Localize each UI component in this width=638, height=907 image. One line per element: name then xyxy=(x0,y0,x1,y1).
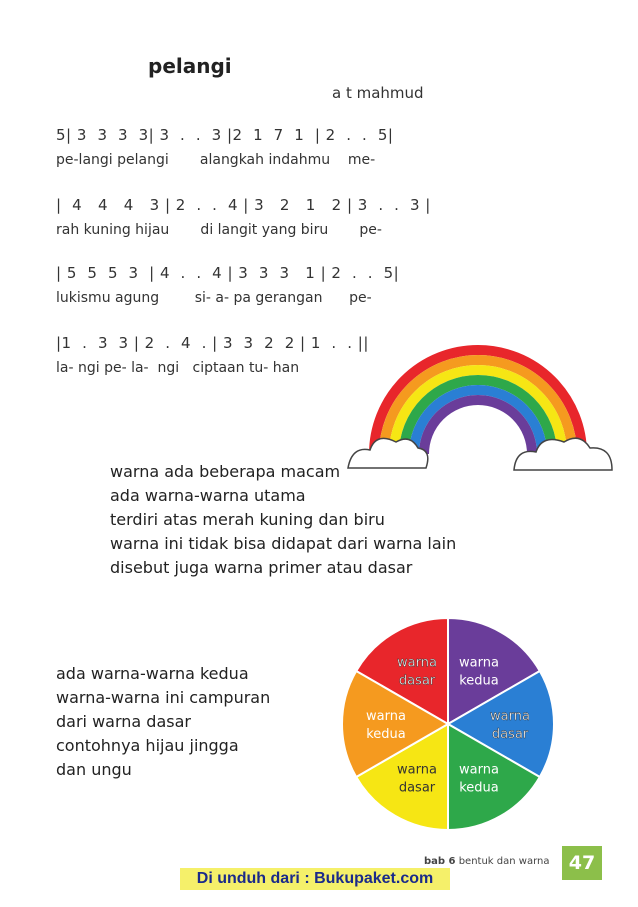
page-number: 47 xyxy=(562,846,602,880)
wheel-label: warna xyxy=(366,709,406,724)
verse-block xyxy=(110,460,456,580)
wheel-segments xyxy=(342,618,554,830)
song-composer: a t mahmud xyxy=(332,84,424,102)
wheel-label: kedua xyxy=(459,673,499,689)
secondary-line-2: warna-warna ini campuran xyxy=(56,688,271,707)
notation-line-1: 5| 3 3 3 3| 3 . . 3 |2 1 7 1 | 2 . . 5| xyxy=(56,126,394,144)
wheel-label: kedua xyxy=(366,727,406,742)
verse-line-2: ada warna-warna utama xyxy=(110,486,306,505)
lyric-line-2: rah kuning hijau di langit yang biru pe- xyxy=(56,222,382,238)
wheel-label: dasar xyxy=(398,673,436,689)
secondary-colors-text xyxy=(56,662,270,782)
verse-line-5: disebut juga warna primer atau dasar xyxy=(110,558,413,577)
rainbow-illustration xyxy=(346,322,618,478)
secondary-line-5: dan ungu xyxy=(56,760,132,779)
wheel-label: warna xyxy=(397,655,437,671)
chapter-title: bentuk dan warna xyxy=(458,856,550,867)
lyric-line-1: pe-langi pelangi alangkah indahmu me- xyxy=(56,152,376,168)
wheel-label: warna xyxy=(459,762,499,778)
wheel-label: warna xyxy=(459,655,499,671)
verse-line-3: terdiri atas merah kuning dan biru xyxy=(110,510,385,529)
lyric-line-4: la- ngi pe- la- ngi ciptaan tu- han xyxy=(56,360,300,376)
chapter-number: bab 6 xyxy=(424,856,456,867)
color-wheel xyxy=(336,612,560,836)
wheel-label: kedua xyxy=(459,780,499,796)
notation-line-3: | 5 5 5 3 | 4 . . 4 | 3 3 3 1 | 2 . . 5| xyxy=(56,264,400,282)
song-title: pelangi xyxy=(148,54,232,78)
wheel-label: warna xyxy=(490,709,530,724)
footer-chapter xyxy=(424,856,549,867)
lyric-line-3: lukismu agung si- a- pa gerangan pe- xyxy=(56,290,372,306)
wheel-label: warna xyxy=(397,762,437,778)
verse-line-4: warna ini tidak bisa didapat dari warna lain xyxy=(110,534,457,553)
notation-line-2: | 4 4 4 3 | 2 . . 4 | 3 2 1 2 | 3 . . 3 | xyxy=(56,196,431,214)
secondary-line-3: dari warna dasar xyxy=(56,712,191,731)
secondary-line-1: ada warna-warna kedua xyxy=(56,664,249,683)
secondary-line-4: contohnya hijau jingga xyxy=(56,736,239,755)
verse-line-1: warna ada beberapa macam xyxy=(110,462,341,481)
download-note: Di unduh dari : Bukupaket.com xyxy=(180,868,450,890)
wheel-label: dasar xyxy=(398,780,436,796)
notation-line-4: |1 . 3 3 | 2 . 4 . | 3 3 2 2 | 1 . . || xyxy=(56,334,369,352)
wheel-label: dasar xyxy=(491,727,529,742)
